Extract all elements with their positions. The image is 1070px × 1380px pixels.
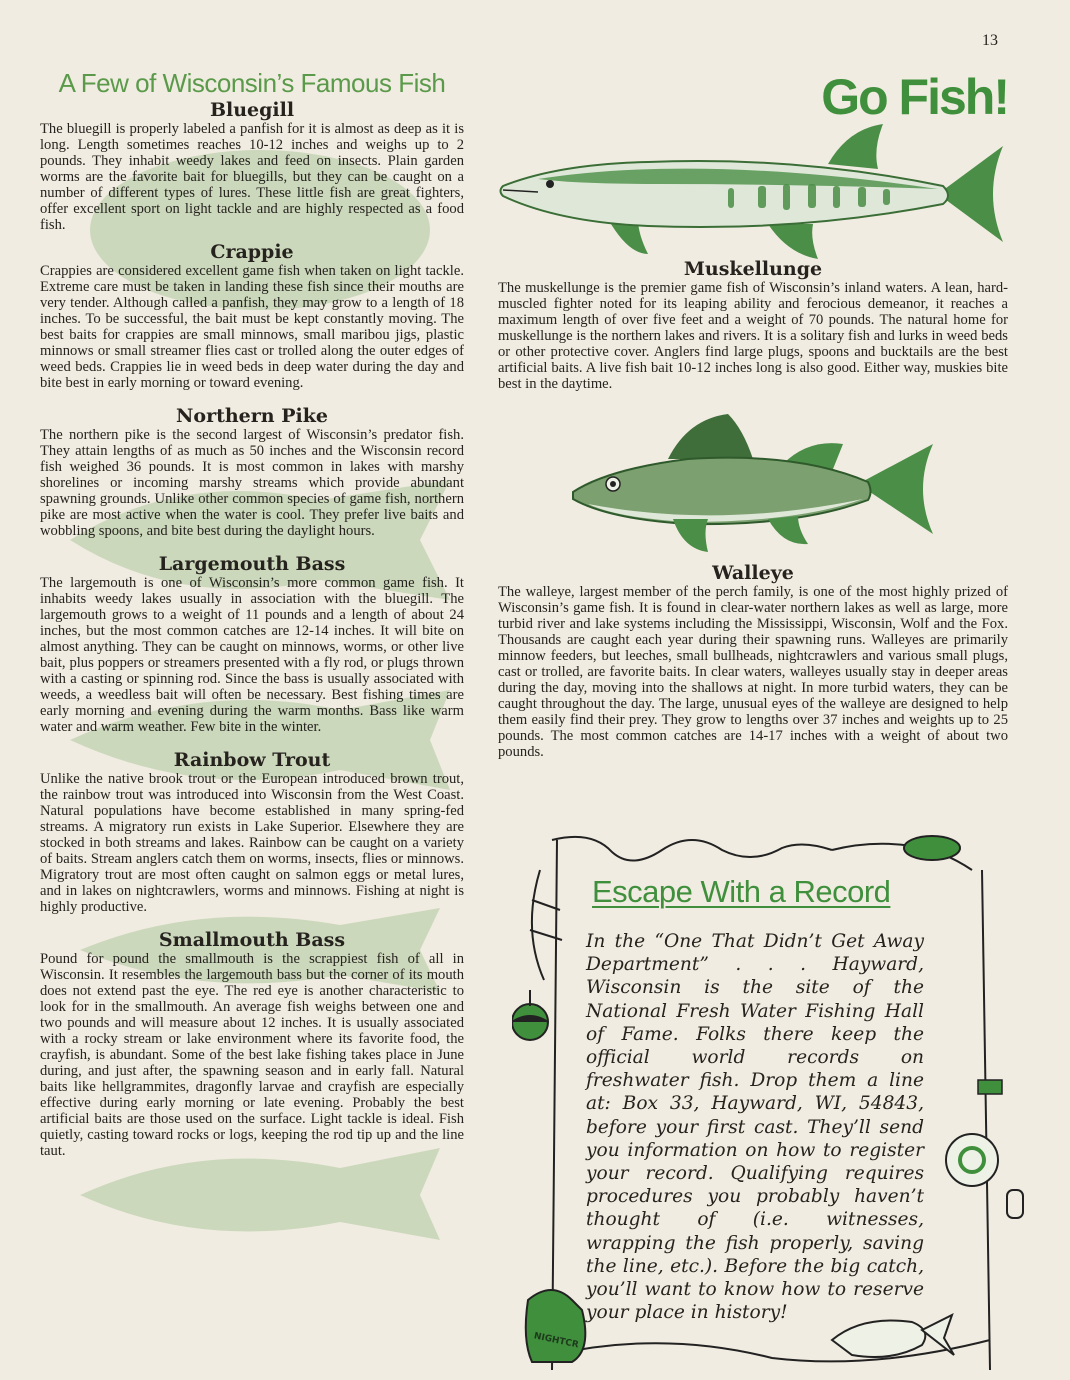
heading-northern-pike: Northern Pike — [176, 405, 328, 427]
heading-smallmouth-bass: Smallmouth Bass — [158, 929, 346, 951]
go-fish-title: Go Fish! — [821, 69, 1008, 125]
text-bluegill: The bluegill is properly labeled a panfish for it is almost as deep as it is long. Length sometimes reaches 10-12 inches and weighs up to 2 pounds. They inhabit weedy lakes and feed on insects. Plain garden worms are the favorite bait for bluegills, but they can be caught on a number of different types of lures. These little fish are great fighters, offer excellent sport on light tackle and are highly respected as a food fish. — [40, 121, 464, 233]
heading-crappie: Crappie — [210, 241, 294, 263]
muskellunge-illustration — [498, 124, 1008, 264]
heading-largemouth-bass: Largemouth Bass — [158, 553, 346, 575]
heading-muskellunge: Muskellunge — [683, 258, 823, 280]
text-rainbow-trout: Unlike the native brook trout or the European introduced brown trout, the rainbow trout was introduced into Wisconsin from the West Coast. Natural populations have become established in many spring-fed streams. A migratory run exists in Lake Superior. Elsewhere they are stocked in both streams and lakes. Rainbow can be caught on a variety of baits. Stream anglers catch them on worms, insects, flies or minnows. Migratory trout are most often caught on salmon eggs or metal lures, and in lakes on nightcrawlers, worms and minnows. Fishing at night is highly productive. — [40, 771, 464, 915]
text-smallmouth-bass: Pound for pound the smallmouth is the scrappiest fish of all in Wisconsin. It resembles the largemouth bass but the corner of its mouth does not extend past the eye. The red eye is another characteristic to look for in the smallmouth. An average fish weighs between one and two pounds and will measure about 12 inches. It is usually associated with a rocky stream or lake environment where its favorite food, the crayfish, is abundant. Some of the best lake fishing takes place in June during, and just after, the spawning season and in early fall. Natural baits like hellgrammites, dragonfly larvae and crayfish are especially effective during early morning or late evening. Probably the best artificial baits are those used on the surface. Light tackle is ideal. Fish quietly, casting toward rocks or logs, keeping the rod tip up and the line taut. — [40, 951, 464, 1159]
heading-rainbow-trout: Rainbow Trout — [173, 749, 331, 771]
text-largemouth-bass: The largemouth is one of Wisconsin’s more common game fish. It inhabits weedy lakes usually in association with the bluegill. The largemouth grows to a weight of 11 pounds and a length of about 24 inches, but the most common catches are 12-14 inches. It will bite on almost anything. They can be caught on minnows, worms, or other live bait, plus poppers or streamers presented with a fly rod, or plugs thrown with a casting or spinning rod. Since the bass is usually associated with weeds, a weedless bait will often be necessary. Best fishing times are early morning and evening during the warm months. Bass like warm water and warm weather. Few bite in the winter. — [40, 575, 464, 735]
heading-walleye: Walleye — [712, 562, 794, 584]
record-box-text: In the “One That Didn’t Get Away Department” . . . Hayward, Wisconsin is the site of the National Fresh Water Fishing Hall of Fame. Folks there keep the official world records on freshwater fish. Drop them a line at: Box 33, Hayward, WI, 54843, before your first cast. They’ll send you information on how to register your record. Qualifying requires procedures you probably haven’t thought of (i.e. witnesses, wrapping the fish properly, saving the line, etc.). Before the big catch, you’ll want to know how to reserve your place in history! — [586, 931, 924, 1324]
page-number: 13 — [982, 32, 998, 49]
left-column — [40, 68, 464, 1167]
text-crappie: Crappies are considered excellent game fish when taken on light tackle. Extreme care must be taken in landing these fish since their mouths are very tender. Although called a panfish, they may grow to a length of 18 inches. To be successful, the bait must be kept constantly moving. The best baits for crappies are small minnows, small maribou jigs, plastic minnows or small streamer flies cast or trolled along the outer edges of weed beds. Crappies lie in weed beds in deep water during the day and bite best in early morning or toward evening. — [40, 263, 464, 391]
record-box-title: Escape With a Record — [592, 874, 891, 909]
right-column — [498, 70, 1008, 768]
heading-bluegill: Bluegill — [209, 99, 295, 121]
walleye-illustration — [568, 414, 938, 554]
text-walleye: The walleye, largest member of the perch family, is one of the most highly prized of Wisconsin’s game fish. It is found in clear-water northern lakes as well as large, more turbid river and lake systems including the Mississippi, Wisconsin, Wolf and the Fox. Thousands are caught each year during their spawning runs. Walleyes are primarily minnow feeders, but leeches, small bullheads, nightcrawlers and various small plugs, cast or trolled, are favorite baits. In clear waters, walleyes usually stay in deeper areas during the day, moving into the shallows at night. In more turbid waters, they can be caught throughout the day. The large, unusual eyes of the walleye are designed to help them easily find their prey. They grow to lengths over 37 inches and weights up to 25 pounds. The most common catches are 14-17 inches with a weight of about two pounds. — [498, 584, 1008, 760]
can-label: NIGHTCR — [532, 1331, 580, 1351]
text-northern-pike: The northern pike is the second largest of Wisconsin’s predator fish. They attain lengths of as much as 50 inches and the Wisconsin record fish weighed 36 pounds. It is most common in lakes with marshy shorelines or incoming marshy streams which provide abundant spawning grounds. Unlike other common species of game fish, northern pike are most active when the water is cool. They prefer live baits and wobbling spoons, and bite best during the daylight hours. — [40, 427, 464, 539]
section-title: A Few of Wisconsin’s Famous Fish — [58, 68, 446, 98]
text-muskellunge: The muskellunge is the premier game fish of Wisconsin’s inland waters. A lean, hard-muscled fighter noted for its leaping ability and ferocious demeanor, it reaches a maximum length of over five feet and a weight of 70 pounds. The natural home for muskellunge is the northern lakes and rivers. It is a solitary fish and lurks in weed beds or other protective cover. Anglers find large plugs, spoons and bucktails are the best artificial baits. A live fish bait 10-12 inches long is also good. Either way, muskies bite best in the daytime. — [498, 280, 1008, 392]
